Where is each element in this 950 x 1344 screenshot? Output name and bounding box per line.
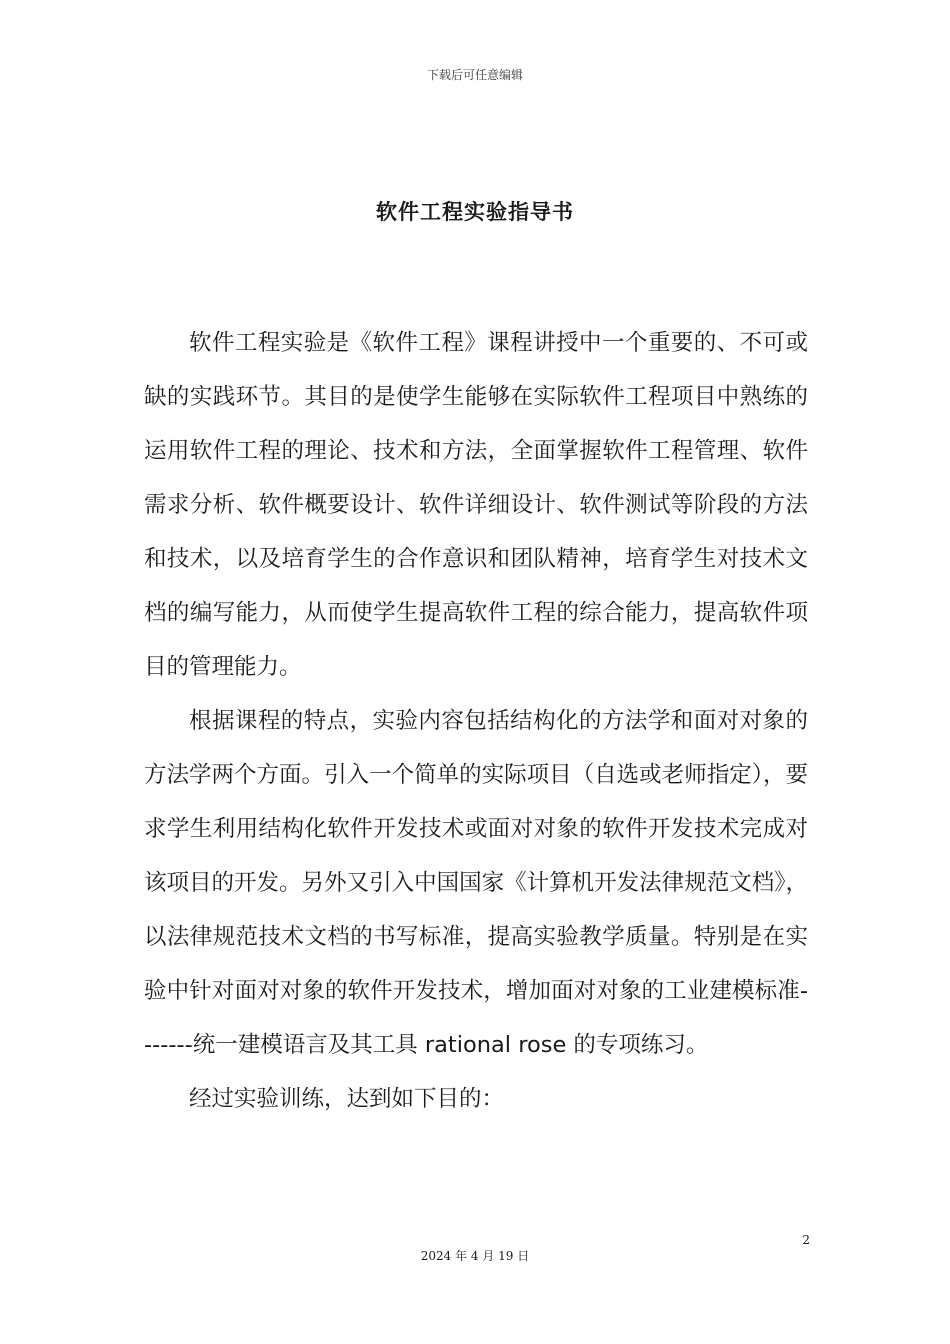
document-title: 软件工程实验指导书 [376,200,574,224]
footer-date: 2024 年 4 月 19 日 [420,1249,530,1263]
document-body [144,316,808,1126]
paragraph-goals-intro: 经过实验训练，达到如下目的： [189,1086,505,1112]
page-number: 2 [802,1233,810,1247]
paragraph-purpose: 软件工程实验是《软件工程》课程讲授中一个重要的、不可或缺的实践环节。其目的是使学生能够在实际软件工程项目中熟练的运用软件工程的理论、技术和方法，全面掌握软件工程管理、软件需求分析、软件概要设计、软件详细设计、软件测试等阶段的方法和技术，以及培育学生的合作意识和团队精神，培育学生对技术文档的编写能力，从而使学生提高软件工程的综合能力，提高软件项目的管理能力。 [144,330,808,680]
paragraph-content: 根据课程的特点，实验内容包括结构化的方法学和面对对象的方法学两个方面。引入一个简单的实际项目（自选或老师指定），要求学生利用结构化软件开发技术或面对对象的软件开发技术完成对该项目的开发。另外又引入中国国家《计算机开发法律规范文档》，以法律规范技术文档的书写标准，提高实验教学质量。特别是在实验中针对面对对象的软件开发技术，增加面对对象的工业建模标准-------统一建模语言及其工具 rational rose 的专项练习。 [144,708,808,1058]
header-note: 下载后可任意编辑 [426,68,523,82]
